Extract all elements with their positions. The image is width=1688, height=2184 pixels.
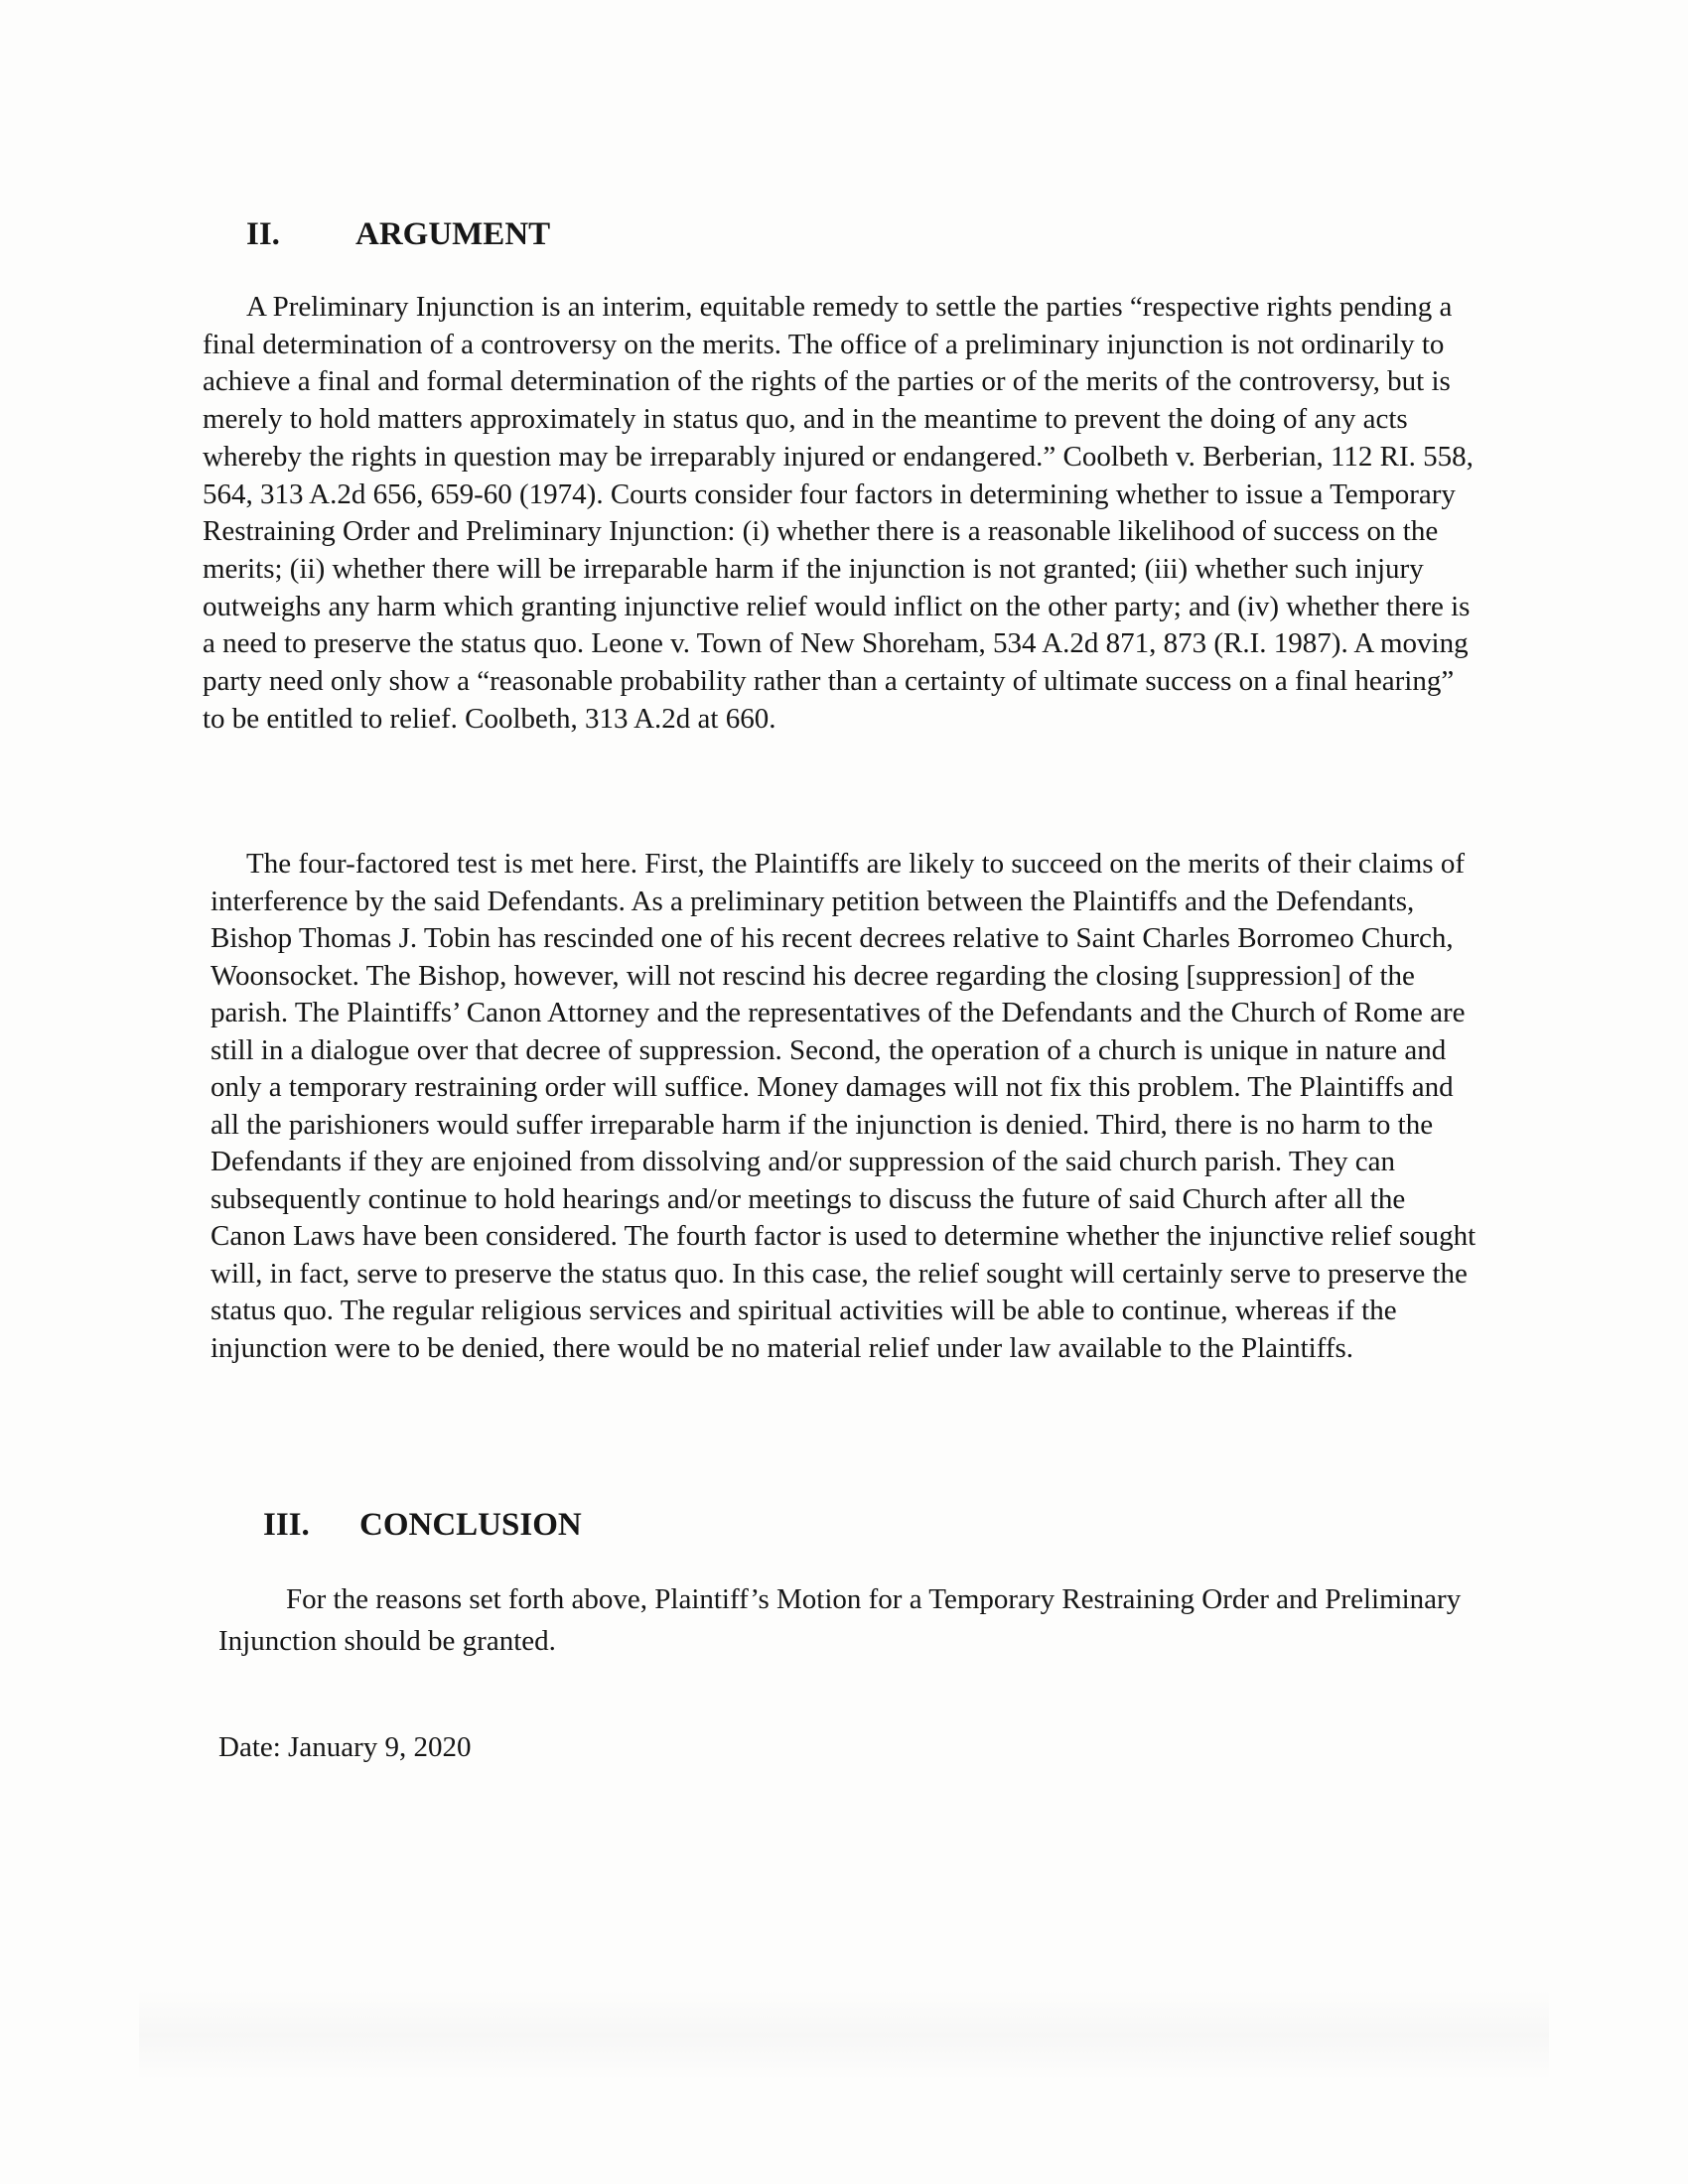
section-number: III.	[263, 1507, 310, 1543]
section-heading-conclusion	[263, 1505, 582, 1545]
section-title: CONCLUSION	[359, 1507, 582, 1543]
section-title: ARGUMENT	[355, 216, 551, 252]
scan-artifact	[139, 1990, 1549, 2080]
argument-paragraph-1: A Preliminary Injunction is an interim, equitable remedy to settle the parties “respective rights pending a final determination of a controversy on the merits. The office of a preliminary injunction is not ordinarily to achieve a final and formal determination of the rights of the parties or of the merits of the controversy, but is merely to hold matters approximately in status quo, and in the meantime to prevent the doing of any acts whereby the rights in question may be irreparably injured or endangered.” Coolbeth v. Berberian, 112 RI. 558, 564, 313 A.2d 656, 659-60 (1974). Courts consider four factors in determining whether to issue a Temporary Restraining Order and Preliminary Injunction: (i) whether there is a reasonable likelihood of success on the merits; (ii) whether there will be irreparable harm if the injunction is not granted; (iii) whether such injury outweighs any harm which granting injunctive relief would inflict on the other party; and (iv) whether there is a need to preserve the status quo. Leone v. Town of New Shoreham, 534 A.2d 871, 873 (R.I. 1987). A moving party need only show a “reasonable probability rather than a certainty of ultimate success on a final hearing” to be entitled to relief. Coolbeth, 313 A.2d at 660.	[203, 291, 1474, 735]
section-number: II.	[246, 216, 280, 252]
conclusion-paragraph: For the reasons set forth above, Plaintiff’s Motion for a Temporary Restraining Order and Preliminary Injunction should be granted.	[218, 1583, 1462, 1657]
section-heading-argument	[246, 214, 550, 254]
argument-paragraph-2: The four-factored test is met here. First, the Plaintiffs are likely to succeed on the merits of their claims of interference by the said Defendants. As a preliminary petition between the Plaintiffs and the Defendants, Bishop Thomas J. Tobin has rescinded one of his recent decrees relative to Saint Charles Borromeo Church, Woonsocket. The Bishop, however, will not rescind his decree regarding the closing [suppression] of the parish. The Plaintiffs’ Canon Attorney and the representatives of the Defendants and the Church of Rome are still in a dialogue over that decree of suppression. Second, the operation of a church is unique in nature and only a temporary restraining order will suffice. Money damages will not fix this problem. The Plaintiffs and all the parishioners would suffer irreparable harm if the injunction is denied. Third, there is no harm to the Defendants if they are enjoined from dissolving and/or suppression of the said church parish. They can subsequently continue to hold hearings and/or meetings to discuss the future of said Church after all the Canon Laws have been considered. The fourth factor is used to determine whether the injunctive relief sought will, in fact, serve to preserve the status quo. In this case, the relief sought will certainly serve to preserve the status quo. The regular religious services and spiritual activities will be able to continue, whereas if the injunction were to be denied, there would be no material relief under law available to the Plaintiffs.	[211, 848, 1477, 1364]
date-line: Date: January 9, 2020	[218, 1731, 472, 1763]
